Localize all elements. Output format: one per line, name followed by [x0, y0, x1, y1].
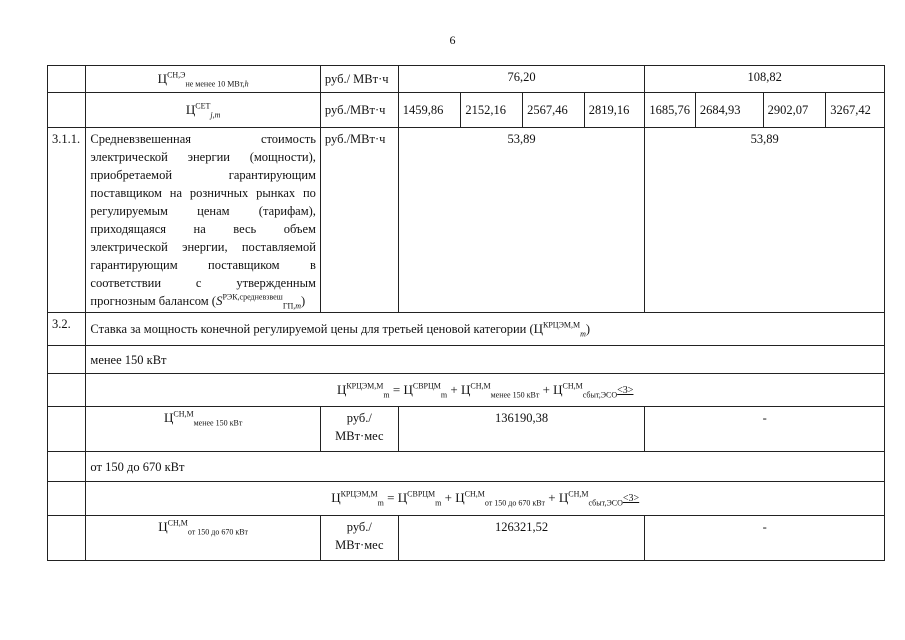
description-line: соответствии с утвержденным [90, 276, 316, 290]
description-line: приходящаяся на весь объем [90, 222, 316, 236]
table-row [48, 374, 885, 407]
description-line: поставщиком на розничных рынках по [90, 186, 316, 200]
value-cell: 2902,07 [763, 93, 826, 128]
row-number-cell: 3.2. [48, 313, 86, 346]
formula-symbol: $Ц^{СН,Э}_{не менее 10 МВт,h}$ [157, 70, 249, 89]
formula-cell [86, 482, 885, 516]
section-title-cell: Ставка за мощность конечной регулируемой цены для третьей ценовой категории $(Ц^{КРЦЭМ,М}_m)$ [86, 313, 885, 346]
formula-cell [86, 374, 885, 407]
indicator-symbol-cell [86, 407, 321, 452]
group-heading: менее 150 кВт [86, 346, 885, 374]
unit-cell: руб./МВт·ч [320, 93, 398, 128]
value-cell: 53,89 [398, 128, 645, 313]
row-number-cell [48, 407, 86, 452]
table-row [48, 128, 885, 313]
description-line: приобретаемой гарантирующим [90, 168, 316, 182]
value-cell: 2684,93 [695, 93, 763, 128]
row-number-cell [48, 93, 86, 128]
indicator-symbol-cell [86, 66, 321, 93]
indicator-symbol-cell [86, 516, 321, 561]
row-number-cell [48, 346, 86, 374]
formula: $Ц^{КРЦЭМ,М}_m = Ц^{СВРЦМ}_m + Ц^{СН,М}_{менее 150 кВт} + Ц^{СН,М}_{сбыт,ЭСО}<3>$ [336, 381, 634, 400]
row-number-cell [48, 516, 86, 561]
value-cell: 53,89 [645, 128, 885, 313]
footnote-ref: <3> [622, 493, 640, 504]
formula: $Ц^{КРЦЭМ,М}_m = Ц^{СВРЦМ}_m + Ц^{СН,М}_{от 150 до 670 кВт} + Ц^{СН,М}_{сбыт,ЭСО}<3>$ [331, 489, 640, 508]
description-line: Средневзвешенная стоимость [90, 132, 316, 146]
value-cell: 3267,42 [826, 93, 885, 128]
value-cell: - [645, 407, 885, 452]
row-number-cell: 3.1.1. [48, 128, 86, 313]
value-cell: 108,82 [645, 66, 885, 93]
value-cell: 2567,46 [523, 93, 585, 128]
row-number-cell [48, 374, 86, 407]
description-line: гарантирующим поставщиком в [90, 258, 316, 272]
value-cell: - [645, 516, 885, 561]
formula-symbol: $Ц^{СН,М}_{менее 150 кВт}$ [163, 409, 243, 428]
tariff-table [47, 65, 885, 561]
table-row [48, 407, 885, 452]
group-heading: от 150 до 670 кВт [86, 452, 885, 482]
table-row [48, 516, 885, 561]
table-row [48, 93, 885, 128]
page-number: 6 [449, 33, 456, 47]
row-number-cell [48, 66, 86, 93]
description-cell [86, 128, 321, 313]
description-line: электрической энергии, поставляемой [90, 240, 316, 254]
value-cell: 136190,38 [398, 407, 645, 452]
value-cell: 1459,86 [398, 93, 461, 128]
table-row [48, 482, 885, 516]
description-line: прогнозным балансом $(S^{РЭК,средневзвеш}_{ГП,m})$ [90, 292, 306, 311]
value-cell: 2819,16 [584, 93, 645, 128]
unit-cell: руб./ МВт·мес [320, 516, 398, 561]
table-row [48, 66, 885, 93]
table-row [48, 346, 885, 374]
unit-cell: руб./ МВт·мес [320, 407, 398, 452]
formula-symbol: $Ц^{СН,М}_{от 150 до 670 кВт}$ [158, 518, 249, 537]
formula-symbol: $S^{РЭК,средневзвеш}_{ГП,m}$ [215, 292, 302, 311]
description-line: электрической энергии (мощности), [90, 150, 316, 164]
row-number-cell [48, 482, 86, 516]
value-cell: 2152,16 [461, 93, 523, 128]
table-row [48, 313, 885, 346]
indicator-symbol-cell [86, 93, 321, 128]
formula-symbol: $Ц^{КРЦЭМ,М}_m$ [533, 320, 586, 339]
table-row [48, 452, 885, 482]
footnote-ref: <3> [617, 384, 634, 396]
value-cell: 126321,52 [398, 516, 645, 561]
unit-cell: руб./ МВт·ч [320, 66, 398, 93]
unit-cell: руб./МВт·ч [320, 128, 398, 313]
row-number-cell [48, 452, 86, 482]
formula-symbol: $Ц^{СЕТ}_{j,m}$ [185, 101, 221, 120]
value-cell: 1685,76 [645, 93, 696, 128]
description-line: регулируемым ценам (тарифам), [90, 204, 316, 218]
value-cell: 76,20 [398, 66, 645, 93]
